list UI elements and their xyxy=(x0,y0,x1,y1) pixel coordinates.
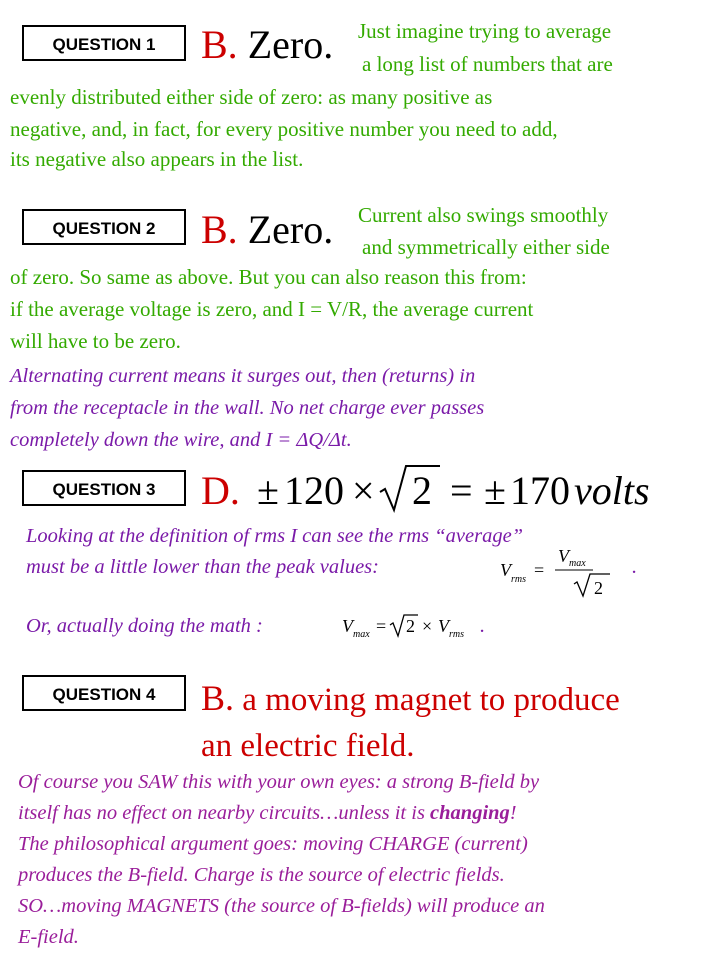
question-4-answer-line-1 xyxy=(201,680,620,717)
q4-explanation-line-2 xyxy=(18,801,517,826)
question-3-answer-letter: D. xyxy=(201,468,240,513)
q1-explanation-line-3: evenly distributed either side of zero: as many positive as xyxy=(10,85,493,109)
question-4-answer-line-2: an electric field. xyxy=(201,728,415,764)
f2-rhs: V xyxy=(438,616,449,636)
f2-lhs-sub: max xyxy=(353,629,370,640)
f2-rhs-sub: rms xyxy=(449,629,465,640)
question-2-answer-word: Zero. xyxy=(247,207,334,252)
q3-vmax-formula xyxy=(338,610,478,640)
eq-number-2: 170 xyxy=(510,468,570,513)
q1-explanation-line-5: its negative also appears in the list. xyxy=(10,147,304,171)
q4-explanation-line-5: SO…moving MAGNETS (the source of B-fields) will produce an xyxy=(18,895,545,917)
question-4-answer-letter: B. xyxy=(201,678,235,718)
f2-coef: 2 xyxy=(406,616,415,636)
q4-emphasis-tail: ! xyxy=(509,802,517,824)
f1-lhs-sub: rms xyxy=(511,574,527,585)
question-2-answer-letter: B. xyxy=(201,207,238,252)
question-4-answer-text-1: a moving magnet to produce xyxy=(242,682,620,718)
question-3-label: QUESTION 3 xyxy=(22,470,186,506)
q3-line-3-end: . xyxy=(480,615,486,637)
f1-eq: = xyxy=(534,560,545,580)
f2-times: × xyxy=(422,616,433,636)
f1-num-sub: max xyxy=(569,558,586,569)
eq-number-1: 120 xyxy=(284,468,344,513)
q1-explanation-line-4: negative, and, in fact, for every positive number you need to add, xyxy=(10,117,558,141)
q2-note-line-3: completely down the wire, and I = ΔQ/Δt. xyxy=(10,429,352,451)
eq-equals: = xyxy=(450,468,473,513)
q2-note-line-1: Alternating current means it surges out, then (returns) in xyxy=(10,365,476,387)
q2-explanation-line-4: if the average voltage is zero, and I = V/R, the average current xyxy=(10,297,534,321)
question-1-label: QUESTION 1 xyxy=(22,25,186,61)
q3-line-2-end: . xyxy=(632,556,638,578)
q3-line-3: Or, actually doing the math : xyxy=(26,615,263,637)
q3-line-2: must be a little lower than the peak values: xyxy=(26,556,379,578)
question-1-answer xyxy=(201,22,334,67)
q2-explanation-line-5: will have to be zero. xyxy=(10,329,181,353)
eq-times: × xyxy=(352,468,375,513)
question-1-answer-letter: B. xyxy=(201,22,238,67)
question-2-answer xyxy=(201,207,334,252)
q1-explanation-line-1: Just imagine trying to average xyxy=(358,19,612,43)
q4-explanation-line-6: E-field. xyxy=(18,926,79,948)
question-1-answer-word: Zero. xyxy=(247,22,334,67)
q4-explanation-line-3: The philosophical argument goes: moving CHARGE (current) xyxy=(18,833,528,855)
q4-explanation-line-1: Of course you SAW this with your own eyes: a strong B-field by xyxy=(18,771,540,793)
q3-line-1: Looking at the definition of rms I can see the rms “average” xyxy=(26,525,524,547)
f2-lhs: V xyxy=(342,616,353,636)
eq-radicand: 2 xyxy=(412,468,432,513)
q1-explanation-line-2: a long list of numbers that are xyxy=(362,52,613,76)
eq-pm-1: ± xyxy=(257,468,279,513)
question-2-label: QUESTION 2 xyxy=(22,209,186,245)
f1-radical-sign xyxy=(574,574,610,596)
q3-rms-formula xyxy=(498,544,638,600)
question-3-answer-letter-wrap xyxy=(201,468,240,513)
q4-explanation-line-4: produces the B-field. Charge is the source of electric fields. xyxy=(18,864,505,886)
q2-explanation-line-1: Current also swings smoothly xyxy=(358,203,609,227)
f1-lhs: V xyxy=(500,560,511,580)
f1-den: 2 xyxy=(594,578,603,598)
f2-eq: = xyxy=(376,616,387,636)
q4-emphasis: changing xyxy=(430,802,510,824)
eq-unit: volts xyxy=(574,468,650,513)
q2-explanation-line-2: and symmetrically either side xyxy=(362,235,610,259)
question-3-equation xyxy=(252,460,672,520)
q2-explanation-line-3: of zero. So same as above. But you can also reason this from: xyxy=(10,265,527,289)
q2-note-line-2: from the receptacle in the wall. No net charge ever passes xyxy=(10,397,485,419)
f1-num: V xyxy=(558,546,569,566)
eq-pm-2: ± xyxy=(484,468,506,513)
q4-explanation-line-2-text: itself has no effect on nearby circuits…unless it is xyxy=(18,802,431,824)
question-4-label: QUESTION 4 xyxy=(22,675,186,711)
